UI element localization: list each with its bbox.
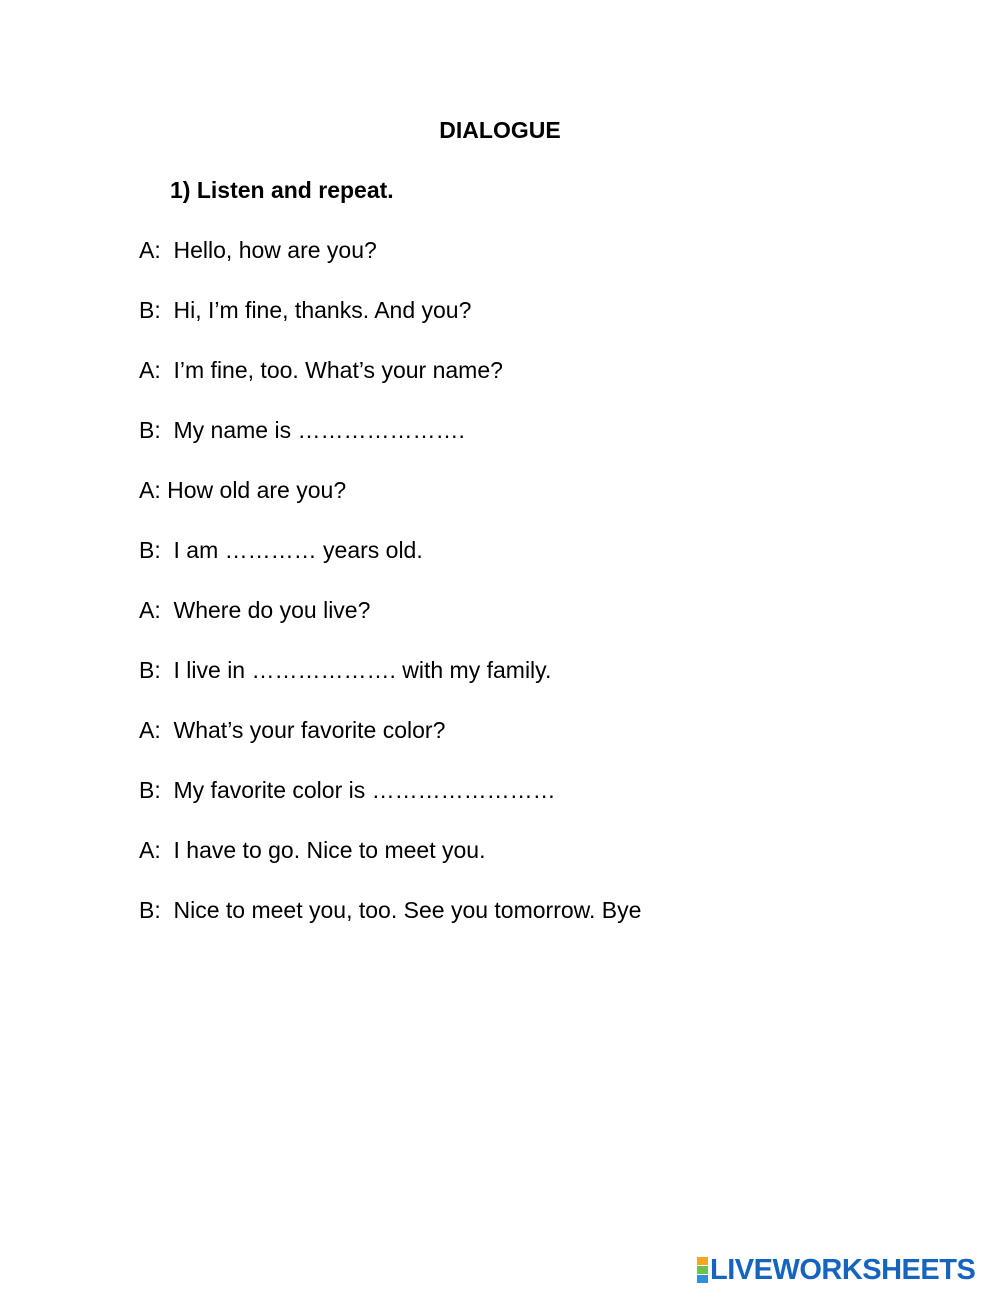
dialogue-line: A: Hello, how are you?	[139, 237, 377, 263]
dialogue-line: B: My favorite color is ……………………	[139, 777, 556, 803]
dialogue-list	[139, 236, 641, 956]
dialogue-line: B: My name is ………………….	[139, 417, 465, 443]
liveworksheets-logo[interactable]	[697, 1253, 975, 1287]
dialogue-line: A: I’m fine, too. What’s your name?	[139, 357, 503, 383]
dialogue-line: B: I live in ………………. with my family.	[139, 657, 552, 683]
dialogue-line: B: I am ………… years old.	[139, 537, 423, 563]
dialogue-line: A: What’s your favorite color?	[139, 717, 446, 743]
dialogue-line: B: Nice to meet you, too. See you tomorrow. Bye	[139, 897, 642, 923]
dialogue-line: B: Hi, I’m fine, thanks. And you?	[139, 297, 472, 323]
exercise-instruction: 1) Listen and repeat.	[170, 177, 394, 203]
dialogue-line: A: Where do you live?	[139, 597, 371, 623]
dialogue-line: A: How old are you?	[139, 477, 347, 503]
page-title: DIALOGUE	[439, 117, 561, 143]
liveworksheets-blocks-icon	[697, 1257, 708, 1283]
dialogue-line: A: I have to go. Nice to meet you.	[139, 837, 486, 863]
logo-text: LIVEWORKSHEETS	[710, 1254, 976, 1286]
